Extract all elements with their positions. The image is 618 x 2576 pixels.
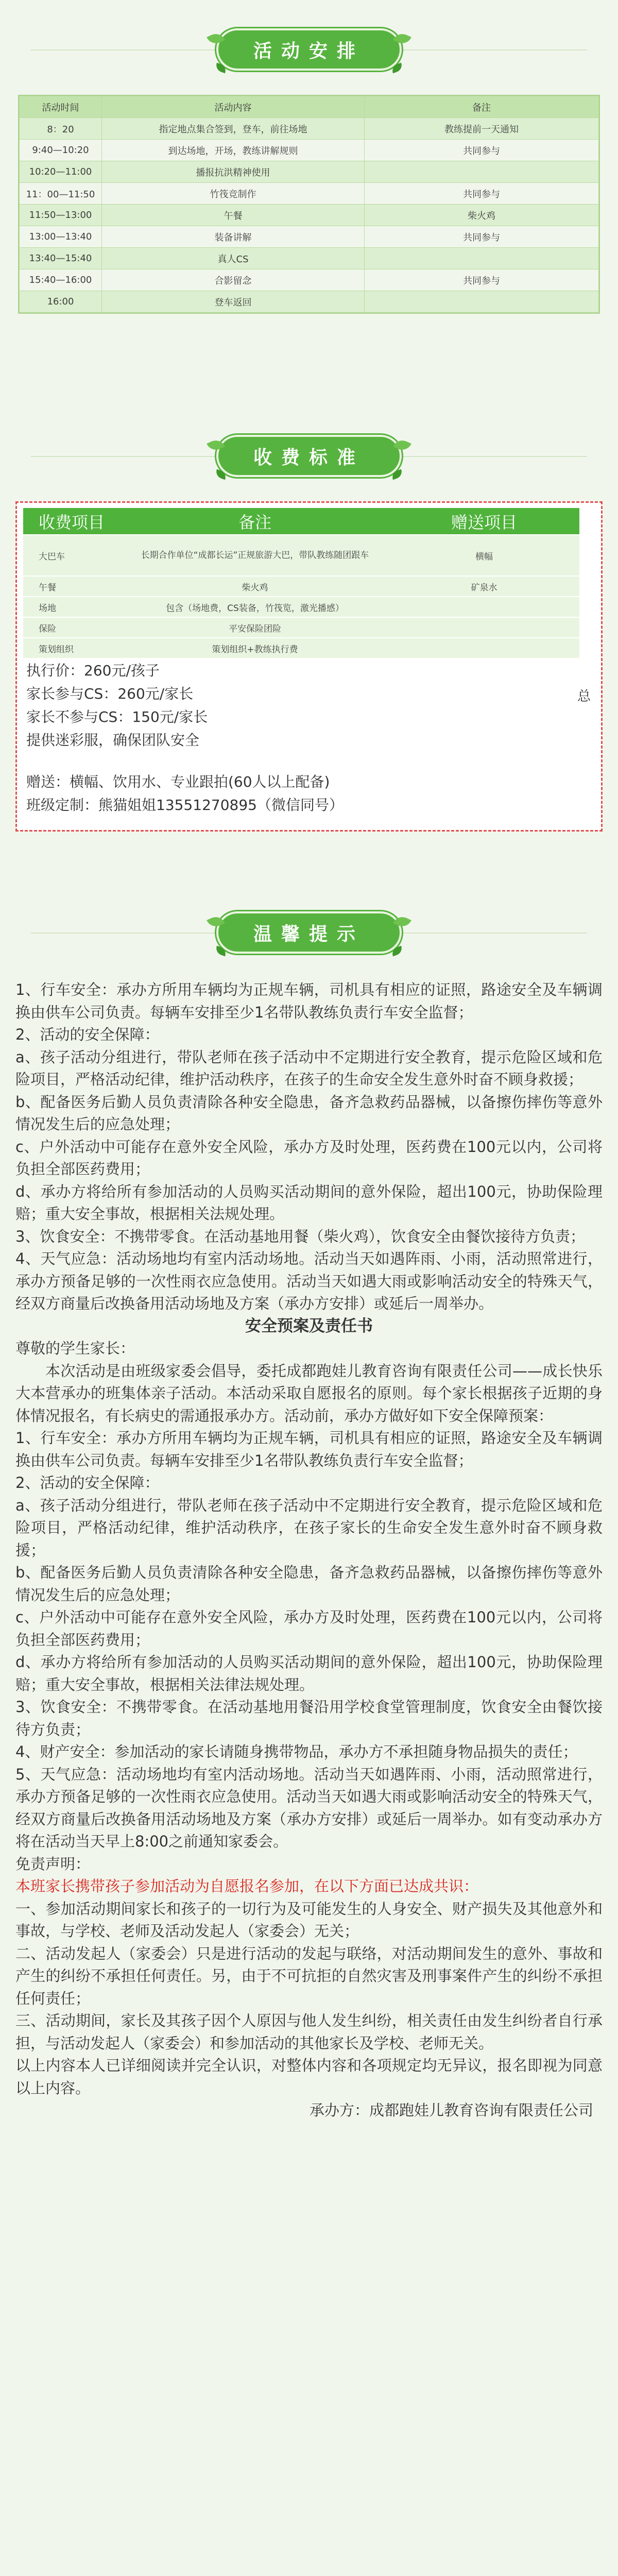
fee-gift [389,617,579,638]
fees-price-lines [23,659,595,817]
fee-gift: 矿泉水 [389,576,579,597]
schedule-time: 9:40—10:20 [20,140,102,161]
schedule-time: 10:20—11:00 [20,161,102,183]
fee-note: 平安保险团险 [121,617,389,638]
schedule-header-content: 活动内容 [102,96,365,118]
contract-paragraph: 3、饮食安全：不携带零食。在活动基地用餐沿用学校食堂管理制度，饮食安全由餐饮接待方负责； [15,1698,603,1738]
contract-paragraph: c、户外活动中可能存在意外安全风险，承办方及时处理，医药费在100元以内，公司将负担全部医药费用； [15,1608,603,1649]
schedule-time: 13:40—15:40 [20,248,102,269]
fees-box [15,501,603,832]
disclaimer-highlight: 本班家长携带孩子参加活动为自愿报名参加，在以下方面已达成共识： [15,1877,479,1895]
schedule-section-header [0,26,618,73]
schedule-time: 11:50—13:00 [20,205,102,226]
contract-paragraph: 2、活动的安全保障： [15,1474,160,1492]
fee-note: 柴火鸡 [121,576,389,597]
contract-paragraph: 5、天气应急：活动场地均有室内活动场地。活动当天如遇阵雨、小雨，活动照常进行，承办方预备足够的一次性雨衣应急使用。活动当天如遇大雨或影响活动安全的特殊天气，经双方商量后改换备用活动场地及方案（承办方安排）或延后一周举办。如有变动承办方将在活动当天早上8:00之前通知家委会。 [15,1765,603,1850]
fee-price-line: 家长参与CS：260元/家长 [26,685,194,702]
table-row [23,576,579,597]
table-row [23,535,579,576]
contract-salutation: 尊敬的学生家长： [15,1340,135,1357]
fee-price-line: 执行价：260元/孩子 [26,662,160,679]
fees-header-note: 备注 [121,508,389,535]
schedule-title-banner [216,28,402,71]
table-row [20,183,599,205]
tip-paragraph: 4、天气应急：活动场地均有室内活动场地。活动当天如遇阵雨、小雨，活动照常进行，承办方预备足够的一次性雨衣应急使用。活动当天如遇大雨或影响活动安全的特殊天气，经双方商量后改换备用活动场地及方案（承办方安排）或延后一周举办。 [15,1250,603,1312]
schedule-content: 装备讲解 [102,226,365,248]
fee-price-line: 家长不参与CS：150元/家长 [26,708,208,725]
schedule-header-time: 活动时间 [20,96,102,118]
tip-paragraph: d、承办方将给所有参加活动的人员购买活动期间的意外保险，超出100元，协助保险理赔；重大安全事故，根据相关法规处理。 [15,1182,603,1223]
schedule-time: 16:00 [20,291,102,313]
schedule-note: 共同参与 [365,140,599,161]
disclaimer-paragraph: 以上内容本人已详细阅读并完全认识，对整体内容和各项规定均无异议，报名即视为同意以上内容。 [15,2057,603,2097]
schedule-note: 教练提前一天通知 [365,118,599,140]
table-row [20,118,599,140]
schedule-time: 8：20 [20,118,102,140]
schedule-content: 指定地点集合签到，登车，前往场地 [102,118,365,140]
table-row [20,248,599,269]
disclaimer-title: 免责声明： [15,1855,91,1873]
schedule-content: 登车返回 [102,291,365,313]
fee-price-line: 提供迷彩服，确保团队安全 [26,732,200,749]
schedule-note: 柴火鸡 [365,205,599,226]
tip-paragraph: c、户外活动中可能存在意外安全风险，承办方及时处理，医药费在100元以内，公司将负担全部医药费用； [15,1138,603,1178]
fee-gift [389,638,579,658]
schedule-title: 活动安排 [253,40,365,62]
tip-paragraph: b、配备医务后勤人员负责清除各种安全隐患，备齐急救药品器械，以备擦伤摔伤等意外情况发生后的应急处理； [15,1093,603,1133]
schedule-note: 共同参与 [365,269,599,291]
disclaimer-paragraph: 三、活动期间，家长及其孩子因个人原因与他人发生纠纷，相关责任由发生纠纷者自行承担，与活动发起人（家委会）和参加活动的其他家长及学校、老师无关。 [15,2012,603,2052]
table-row [20,161,599,183]
schedule-note: 共同参与 [365,226,599,248]
contract-paragraph: a、孩子活动分组进行，带队老师在孩子活动中不定期进行安全教育，提示危险区域和危险项目，严格活动纪律，维护活动秩序，在孩子家长的生命安全发生意外时奋不顾身救援； [15,1496,603,1559]
fees-header-gift: 赠送项目 [389,508,579,535]
table-row [23,617,579,638]
schedule-content: 竹筏竞制作 [102,183,365,205]
table-row [20,269,599,291]
schedule-table-wrapper [18,95,600,314]
tip-paragraph: 3、饮食安全：不携带零食。在活动基地用餐（柴火鸡），饮食安全由餐饮接待方负责； [15,1227,585,1245]
fee-item: 场地 [23,597,121,617]
fee-gift: 横幅 [389,535,579,576]
tip-paragraph: 1、行车安全：承办方所用车辆均为正规车辆，司机具有相应的证照，路途安全及车辆调换由供车公司负责。每辆车安排至少1名带队教练负责行车安全监督； [15,981,603,1021]
schedule-content: 到达场地，开场，教练讲解规则 [102,140,365,161]
fee-note: 包含（场地费，CS装备，竹筏览，激光播感） [121,597,389,617]
contract-paragraph: d、承办方将给所有参加活动的人员购买活动期间的意外保险，超出100元，协助保险理赔；重大安全事故，根据相关法律法规处理。 [15,1653,603,1693]
fee-item: 保险 [23,617,121,638]
fees-header-row [23,508,579,535]
fees-table [23,508,579,659]
schedule-note [365,291,599,313]
contract-paragraph: 4、财产安全：参加活动的家长请随身携带物品，承办方不承担随身物品损失的责任； [15,1743,578,1760]
table-row [23,638,579,658]
table-row [20,140,599,161]
fee-item: 午餐 [23,576,121,597]
disclaimer-paragraph: 一、参加活动期间家长和孩子的一切行为及可能发生的人身安全、财产损失及其他意外和事故，与学校、老师及活动发起人（家委会）无关； [15,1900,603,1940]
table-row [20,226,599,248]
schedule-note [365,248,599,269]
tip-paragraph: a、孩子活动分组进行，带队老师在孩子活动中不定期进行安全教育，提示危险区域和危险项目，严格活动纪律，维护活动秩序，在孩子的生命安全发生意外时奋不顾身救援； [15,1048,603,1088]
disclaimer-paragraph: 二、活动发起人（家委会）只是进行活动的发起与联络，对活动期间发生的意外、事故和产生的纠纷不承担任何责任。另，由于不可抗拒的自然灾害及刑事案件产生的纠纷不承担任何责任； [15,1944,603,2007]
fee-gift [389,597,579,617]
fees-title-banner [216,435,402,477]
schedule-time: 11：00—11:50 [20,183,102,205]
tips-title-banner [216,911,402,954]
contract-title: 安全预案及责任书 [245,1316,373,1335]
schedule-time: 13:00—13:40 [20,226,102,248]
contract-paragraph: 本次活动是由班级家委会倡导，委托成都跑娃儿教育咨询有限责任公司——成长快乐大本营承办的班集体亲子活动。本活动采取自愿报名的原则。每个家长根据孩子近期的身体情况报名，有长病史的需通报承办方。活动前，承办方做好如下安全保障预案： [15,1362,603,1425]
fee-note: 长期合作单位“成都长运”正规旅游大巴，带队教练随团跟车 [121,535,389,576]
fees-title: 收费标准 [253,447,365,468]
schedule-note: 共同参与 [365,183,599,205]
tips-body [15,979,603,2122]
contract-paragraph: 1、行车安全：承办方所用车辆均为正规车辆，司机具有相应的证照，路途安全及车辆调换由供车公司负责。每辆车安排至少1名带队教练负责行车安全监督； [15,1429,603,1469]
signer-line: 承办方：成都跑娃儿教育咨询有限责任公司 [309,2102,593,2119]
fee-gift-line: 赠送：横幅、饮用水、专业跟拍(60人以上配备) [26,773,330,790]
schedule-time: 15:40—16:00 [20,269,102,291]
fees-section-header [0,432,618,480]
tips-title: 温馨提示 [253,923,365,945]
schedule-content: 真人CS [102,248,365,269]
schedule-content: 播报抗洪精神使用 [102,161,365,183]
schedule-content: 合影留念 [102,269,365,291]
fee-note: 策划组织+教练执行费 [121,638,389,658]
contract-paragraph: b、配备医务后勤人员负责清除各种安全隐患，备齐急救药品器械，以备擦伤摔伤等意外情况发生后的应急处理； [15,1564,603,1604]
table-row [23,597,579,617]
table-row [20,205,599,226]
fee-contact-line: 班级定制：熊猫姐姐13551270895（微信同号） [26,796,344,814]
tip-paragraph: 2、活动的安全保障： [15,1026,160,1043]
schedule-header-note: 备注 [365,96,599,118]
schedule-table [19,96,599,313]
schedule-header-row [20,96,599,118]
table-row [20,291,599,313]
tips-section-header [0,909,618,956]
fee-item: 策划组织 [23,638,121,658]
schedule-content: 午餐 [102,205,365,226]
fees-total-marker: 总 [577,689,591,704]
fee-item: 大巴车 [23,535,121,576]
schedule-note [365,161,599,183]
fees-header-item: 收费项目 [23,508,121,535]
